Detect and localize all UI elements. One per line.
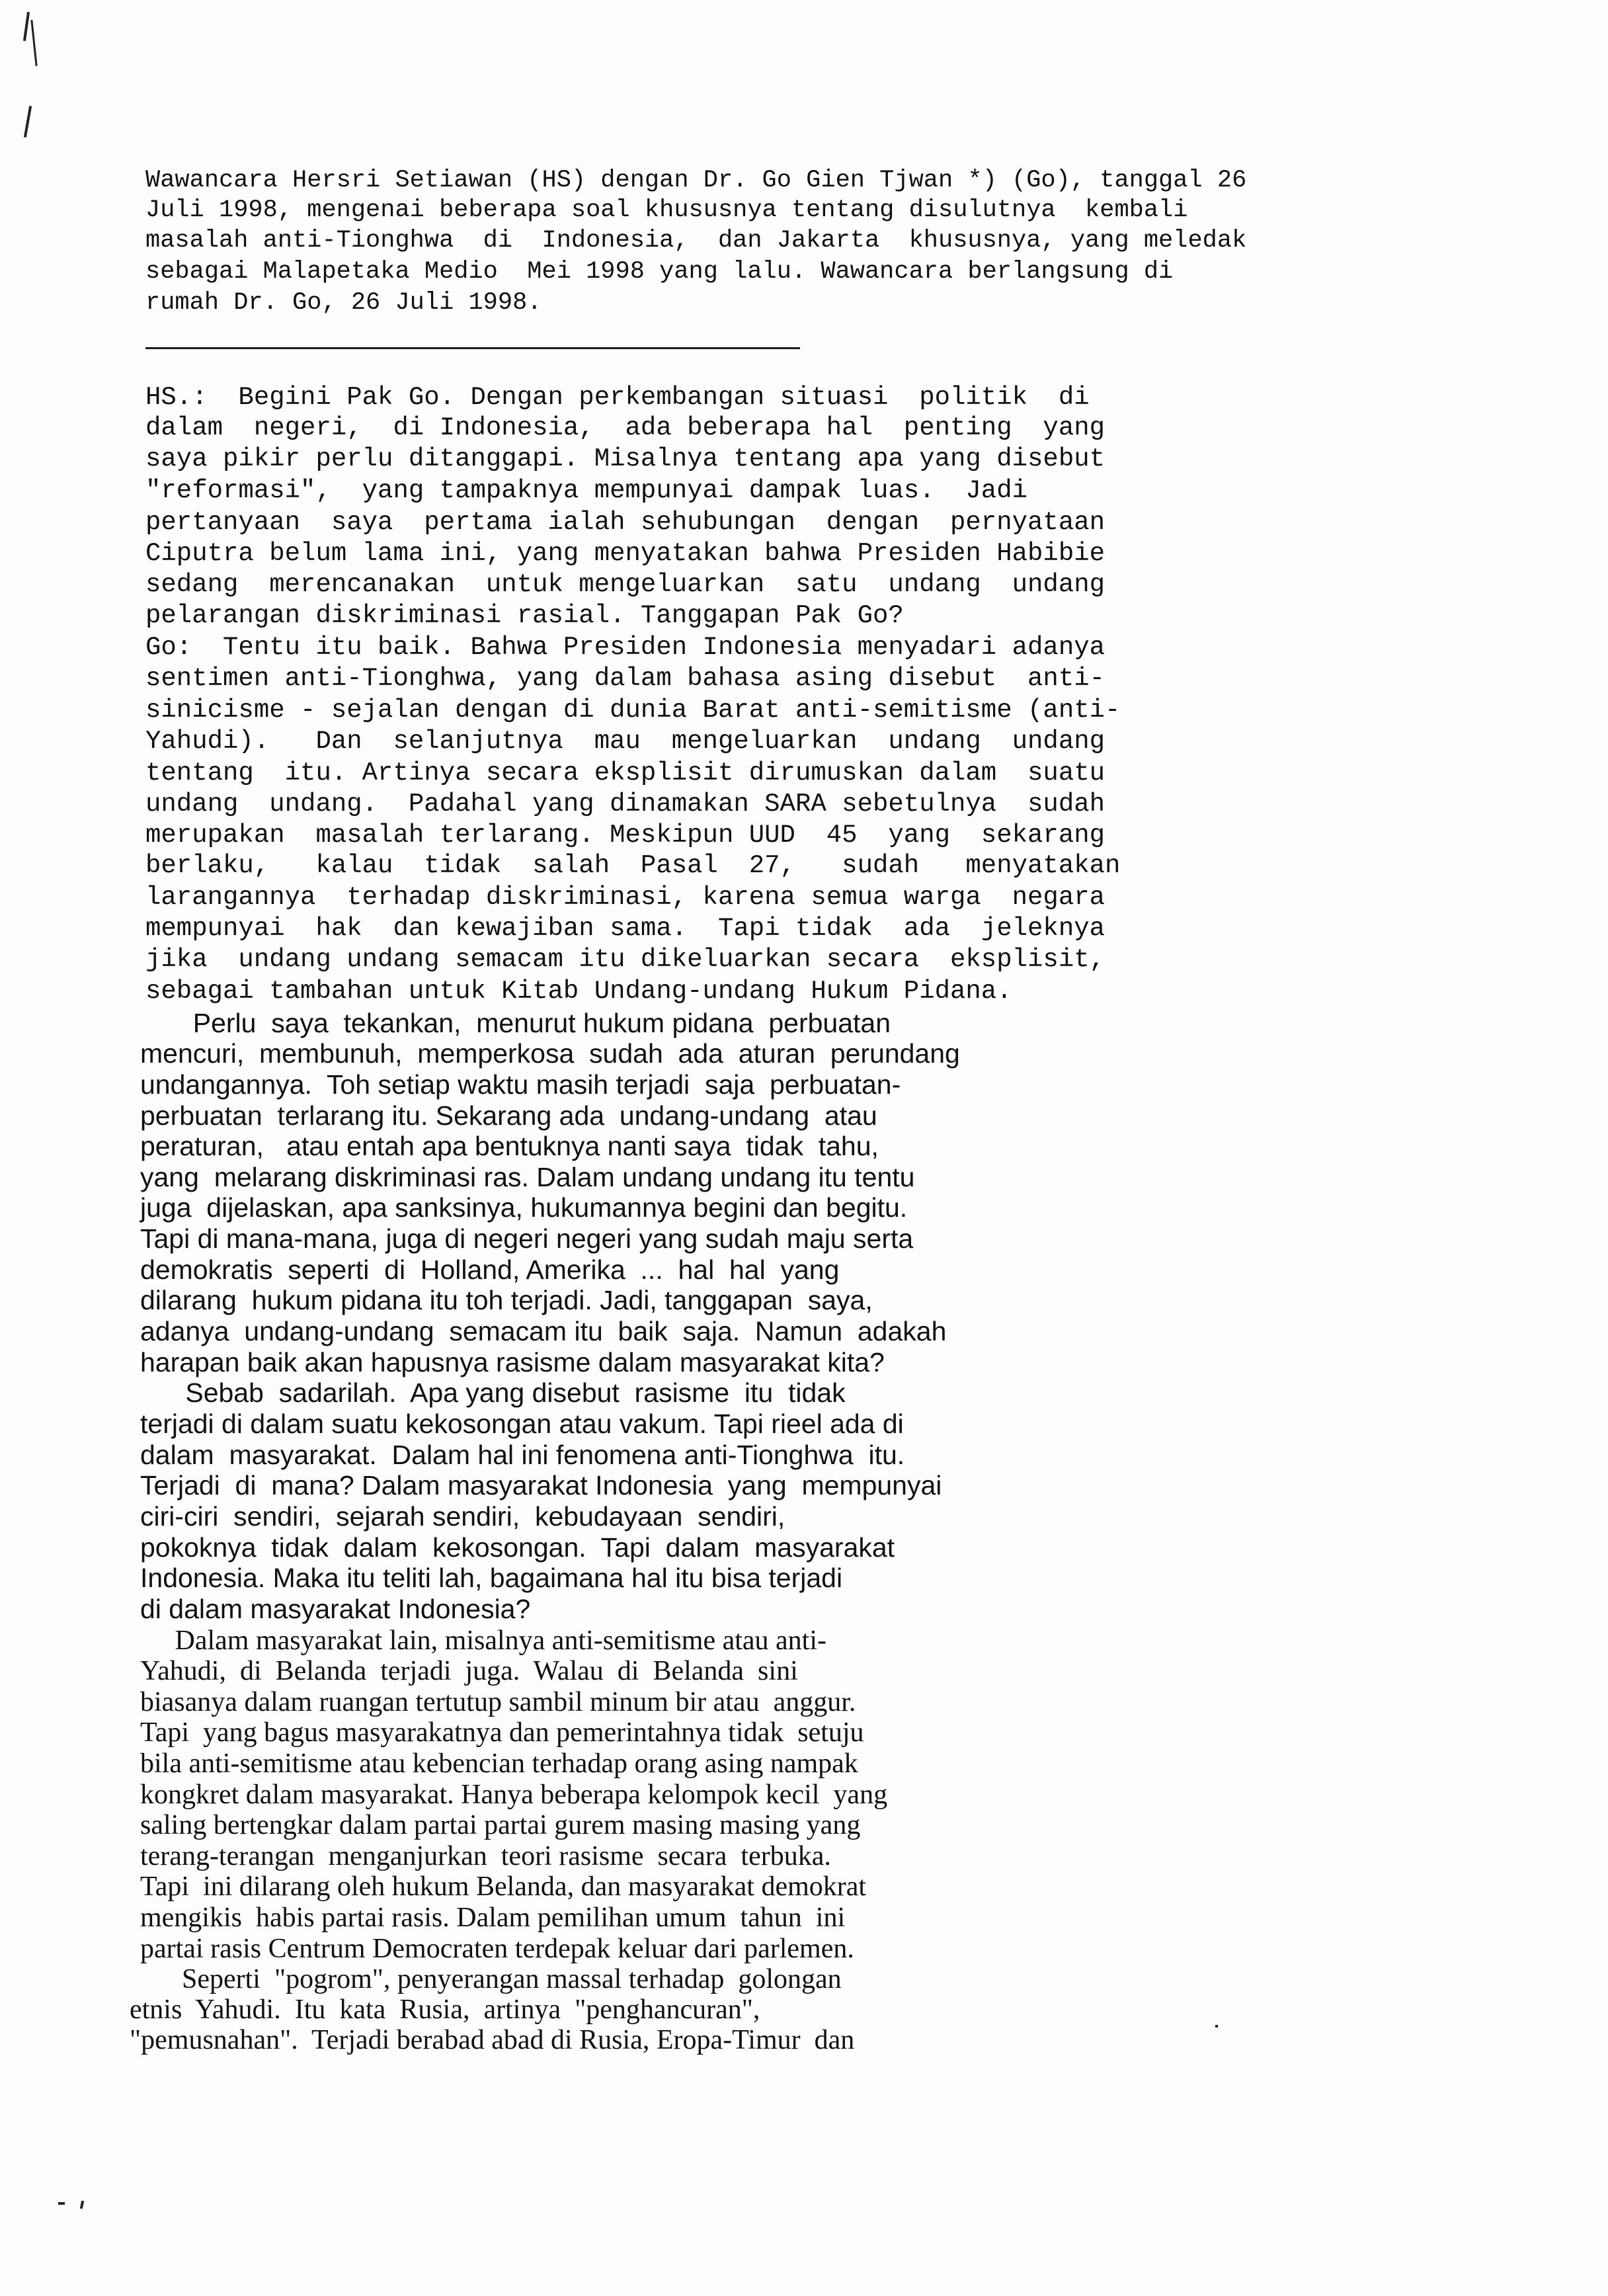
body-line: partai rasis Centrum Democraten terdepak keluar dari parlemen. bbox=[140, 1934, 854, 1964]
intro-line: Wawancara Hersri Setiawan (HS) dengan Dr. Go Gien Tjwan *) (Go), tanggal 26 bbox=[145, 167, 1247, 194]
body-line: juga dijelaskan, apa sanksinya, hukumannya begini dan begitu. bbox=[140, 1192, 908, 1223]
separator-rule bbox=[145, 347, 800, 349]
body-line: ciri-ciri sendiri, sejarah sendiri, kebudayaan sendiri, bbox=[140, 1501, 785, 1532]
body-line: undang undang. Padahal yang dinamakan SARA sebetulnya sudah bbox=[145, 790, 1106, 819]
body-line: etnis Yahudi. Itu kata Rusia, artinya "penghancuran", bbox=[130, 1994, 760, 2025]
body-line: Tapi di mana-mana, juga di negeri negeri yang sudah maju serta bbox=[140, 1223, 914, 1254]
body-line: terang-terangan menganjurkan teori rasisme secara terbuka. bbox=[140, 1841, 831, 1871]
body-line: biasanya dalam ruangan tertutup sambil minum bir atau anggur. bbox=[140, 1687, 856, 1717]
intro-line: masalah anti-Tionghwa di Indonesia, dan Jakarta khususnya, yang meledak bbox=[145, 227, 1247, 255]
body-line: sedang merencanakan untuk mengeluarkan satu undang undang bbox=[145, 570, 1106, 599]
body-line: peraturan, atau entah apa bentuknya nanti saya tidak tahu, bbox=[140, 1131, 879, 1161]
body-line: terjadi di dalam suatu kekosongan atau vakum. Tapi rieel ada di bbox=[140, 1409, 904, 1439]
body-line: dalam masyarakat. Dalam hal ini fenomena anti-Tionghwa itu. bbox=[140, 1440, 905, 1470]
scan-mark bbox=[23, 12, 30, 41]
body-line: Perlu saya tekankan, menurut hukum pidana perbuatan bbox=[140, 1008, 891, 1038]
body-line: sinicisme - sejalan dengan di dunia Barat anti-semitisme (anti- bbox=[145, 696, 1121, 725]
body-line: Yahudi, di Belanda terjadi juga. Walau di Belanda sini bbox=[140, 1656, 798, 1686]
body-line: saling bertengkar dalam partai partai gurem masing masing yang bbox=[140, 1810, 861, 1840]
body-line: yang melarang diskriminasi ras. Dalam undang undang itu tentu bbox=[140, 1162, 915, 1192]
body-line: Seperti "pogrom", penyerangan massal terhadap golongan bbox=[140, 1964, 842, 1994]
body-line: adanya undang-undang semacam itu baik saja. Namun adakah bbox=[140, 1316, 947, 1346]
body-line: Dalam masyarakat lain, misalnya anti-semitisme atau anti- bbox=[140, 1625, 827, 1656]
scan-mark bbox=[1215, 2025, 1218, 2028]
body-line: demokratis seperti di Holland, Amerika ... hal hal yang bbox=[140, 1254, 840, 1285]
body-line: Indonesia. Maka itu teliti lah, bagaimana hal itu bisa terjadi bbox=[140, 1563, 843, 1593]
body-line: jika undang undang semacam itu dikeluarkan secara eksplisit, bbox=[145, 945, 1106, 974]
body-line: berlaku, kalau tidak salah Pasal 27, sudah menyatakan bbox=[145, 851, 1121, 880]
body-line: Tapi ini dilarang oleh hukum Belanda, dan masyarakat demokrat bbox=[140, 1871, 867, 1902]
body-line: undangannya. Toh setiap waktu masih terjadi saja perbuatan- bbox=[140, 1069, 901, 1100]
body-line: tentang itu. Artinya secara eksplisit dirumuskan dalam suatu bbox=[145, 758, 1106, 788]
body-line: pokoknya tidak dalam kekosongan. Tapi dalam masyarakat bbox=[140, 1532, 895, 1563]
body-line: Terjadi di mana? Dalam masyarakat Indonesia yang mempunyai bbox=[140, 1470, 942, 1500]
body-line: dalam negeri, di Indonesia, ada beberapa hal penting yang bbox=[145, 413, 1106, 442]
body-line: Yahudi). Dan selanjutnya mau mengeluarkan undang undang bbox=[145, 727, 1106, 756]
intro-line: sebagai Malapetaka Medio Mei 1998 yang lalu. Wawancara berlangsung di bbox=[145, 258, 1174, 286]
scan-mark bbox=[80, 2201, 84, 2209]
body-line: HS.: Begini Pak Go. Dengan perkembangan situasi politik di bbox=[145, 383, 1090, 412]
body-line: di dalam masyarakat Indonesia? bbox=[140, 1594, 531, 1624]
body-line: kongkret dalam masyarakat. Hanya beberapa kelompok kecil yang bbox=[140, 1780, 888, 1810]
body-line: dilarang hukum pidana itu toh terjadi. Jadi, tanggapan saya, bbox=[140, 1285, 873, 1315]
body-line: saya pikir perlu ditanggapi. Misalnya tentang apa yang disebut bbox=[145, 444, 1106, 473]
body-line: mengikis habis partai rasis. Dalam pemilihan umum tahun ini bbox=[140, 1903, 846, 1933]
body-line: larangannya terhadap diskriminasi, karena semua warga negara bbox=[145, 883, 1106, 912]
scan-mark bbox=[24, 106, 32, 138]
body-line: mencuri, membunuh, memperkosa sudah ada aturan perundang bbox=[140, 1038, 960, 1069]
body-line: Ciputra belum lama ini, yang menyatakan bahwa Presiden Habibie bbox=[145, 539, 1106, 568]
body-line: pertanyaan saya pertama ialah sehubungan dengan pernyataan bbox=[145, 508, 1106, 537]
body-line: "pemusnahan". Terjadi berabad abad di Rusia, Eropa-Timur dan bbox=[130, 2025, 855, 2055]
body-line: Sebab sadarilah. Apa yang disebut rasisme itu tidak bbox=[140, 1377, 846, 1408]
body-line: perbuatan terlarang itu. Sekarang ada undang-undang atau bbox=[140, 1100, 877, 1131]
body-line: pelarangan diskriminasi rasial. Tanggapan Pak Go? bbox=[145, 601, 904, 630]
body-line: Tapi yang bagus masyarakatnya dan pemerintahnya tidak setuju bbox=[140, 1717, 864, 1748]
intro-line: rumah Dr. Go, 26 Juli 1998. bbox=[145, 289, 542, 317]
body-line: sentimen anti-Tionghwa, yang dalam bahasa asing disebut anti- bbox=[145, 664, 1106, 693]
scan-mark bbox=[58, 2202, 65, 2205]
body-line: harapan baik akan hapusnya rasisme dalam masyarakat kita? bbox=[140, 1347, 885, 1377]
body-line: "reformasi", yang tampaknya mempunyai dampak luas. Jadi bbox=[145, 476, 1028, 505]
intro-line: Juli 1998, mengenai beberapa soal khususnya tentang disulutnya kembali bbox=[145, 196, 1188, 224]
body-line: Go: Tentu itu baik. Bahwa Presiden Indonesia menyadari adanya bbox=[145, 633, 1106, 662]
body-line: merupakan masalah terlarang. Meskipun UUD 45 yang sekarang bbox=[145, 821, 1106, 850]
body-line: mempunyai hak dan kewajiban sama. Tapi tidak ada jeleknya bbox=[145, 914, 1106, 943]
body-line: sebagai tambahan untuk Kitab Undang-undang Hukum Pidana. bbox=[145, 977, 1012, 1006]
body-line: bila anti-semitisme atau kebencian terhadap orang asing nampak bbox=[140, 1748, 858, 1779]
scan-mark bbox=[30, 20, 37, 66]
